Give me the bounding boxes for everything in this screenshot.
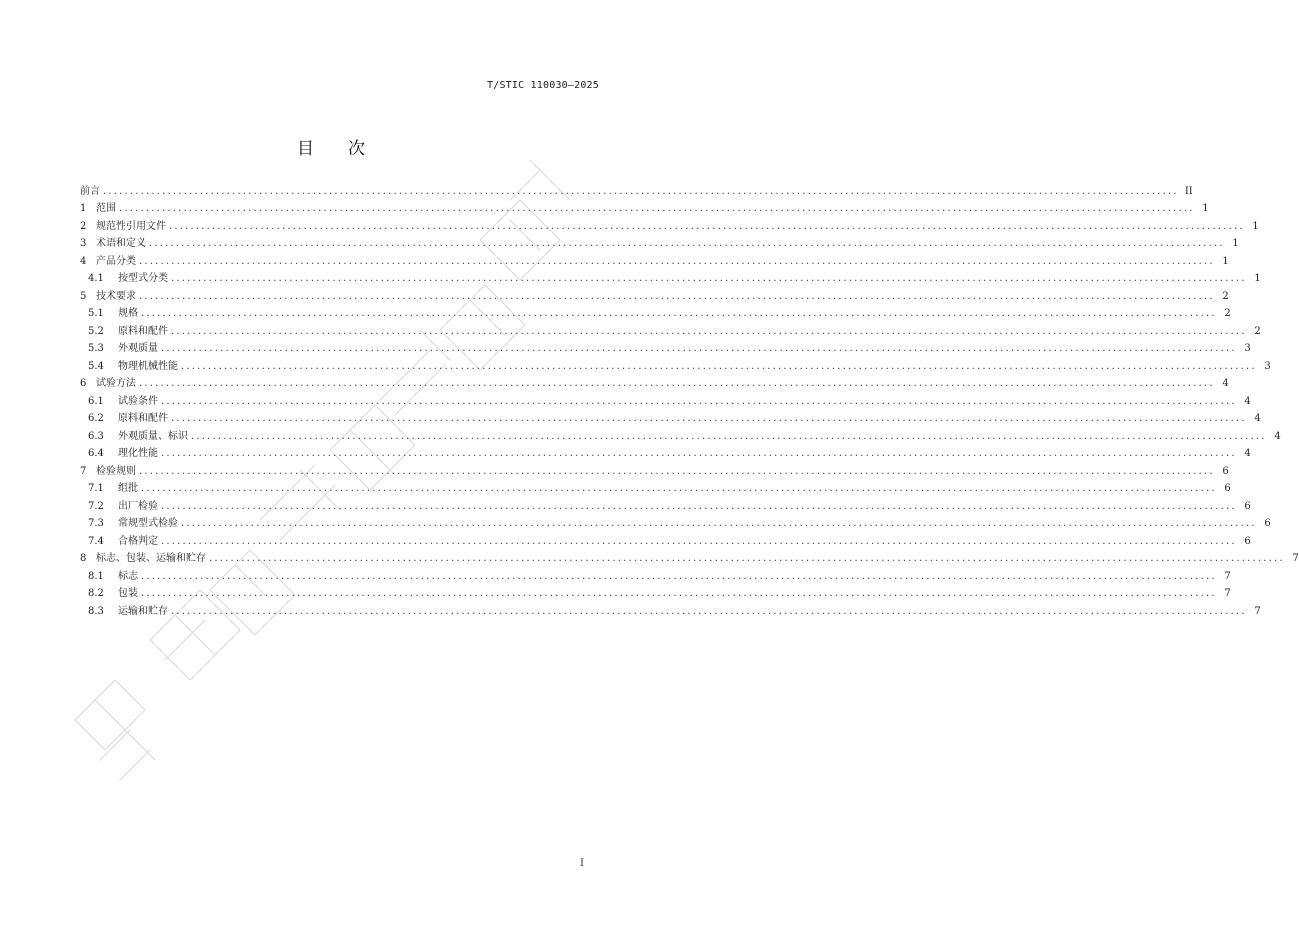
toc-entry-page: 1 — [1222, 255, 1229, 267]
toc-entry-number: 6.1 — [88, 395, 104, 407]
toc-leader-dots: ........................................................................................................................................................................................................ — [139, 465, 1215, 477]
toc-entry-label: 试验方法 — [96, 378, 136, 389]
toc-leader-dots: ........................................................................................................................................................................................................ — [103, 185, 1179, 197]
toc-entry[interactable] — [80, 268, 1261, 286]
toc-entry-label: 物理机械性能 — [118, 360, 178, 372]
toc-entry-label: 产品分类 — [96, 255, 136, 267]
toc-leader-dots: ........................................................................................................................................................................................................ — [119, 203, 1195, 214]
toc-entry-number: 6.4 — [88, 448, 104, 459]
toc-entry-label: 组批 — [118, 483, 138, 494]
toc-leader-dots: ........................................................................................................................................................................................................ — [181, 518, 1257, 529]
toc-entry-page: 7 — [1224, 570, 1231, 582]
toc-entry-number: 5.3 — [88, 343, 104, 354]
toc-entry-number: 1 — [80, 203, 87, 214]
toc-entry-page: 3 — [1264, 360, 1271, 372]
toc-leader-dots: ........................................................................................................................................................................................................ — [181, 360, 1257, 372]
toc-entry[interactable] — [80, 303, 1231, 321]
toc-entry-number: 8.2 — [88, 588, 104, 599]
toc-entry[interactable] — [80, 233, 1239, 251]
toc-entry-page: 7 — [1224, 588, 1231, 599]
toc-entry-page: 2 — [1224, 308, 1231, 319]
toc-entry-page: II — [1184, 185, 1193, 197]
toc-leader-dots: ........................................................................................................................................................................................................ — [141, 483, 1217, 494]
toc-entry-number: 6 — [80, 378, 87, 389]
toc-leader-dots: ........................................................................................................................................................................................................ — [161, 535, 1237, 547]
page-number: I — [580, 858, 584, 869]
toc-entry[interactable] — [80, 215, 1259, 233]
toc-entry-number: 7 — [80, 465, 87, 477]
toc-entry[interactable] — [80, 425, 1281, 443]
toc-entry-number: 3 — [80, 238, 87, 249]
toc-entry-label: 标志、包装、运输和贮存 — [96, 553, 206, 564]
toc-entry-page: 4 — [1222, 378, 1229, 389]
toc-leader-dots: ........................................................................................................................................................................................................ — [191, 430, 1267, 442]
toc-entry[interactable] — [80, 198, 1209, 216]
toc-entry-page: 7 — [1292, 553, 1299, 564]
toc-entry[interactable] — [80, 583, 1231, 601]
toc-entry-number: 5 — [80, 290, 87, 302]
toc-entry-page: 1 — [1232, 238, 1239, 249]
toc-entry-number: 6.2 — [88, 413, 104, 424]
toc-entry-page: 4 — [1274, 430, 1281, 442]
toc-entry-label: 规格 — [118, 308, 138, 319]
toc-leader-dots: ........................................................................................................................................................................................................ — [149, 238, 1225, 249]
toc-entry-page: 6 — [1222, 465, 1229, 477]
toc-leader-dots: ........................................................................................................................................................................................................ — [141, 588, 1217, 599]
toc-entry-label: 试验条件 — [118, 395, 158, 407]
toc-entry-page: 1 — [1202, 203, 1209, 214]
toc-entry-label: 检验规则 — [96, 465, 136, 477]
toc-entry-number: 7.3 — [88, 518, 104, 529]
toc-entry-page: 4 — [1244, 395, 1251, 407]
toc-leader-dots: ........................................................................................................................................................................................................ — [161, 500, 1237, 512]
toc-entry-page: 3 — [1244, 343, 1251, 354]
toc-leader-dots: ........................................................................................................................................................................................................ — [161, 343, 1237, 354]
toc-entry-number: 5.1 — [88, 308, 104, 319]
toc-entry-label: 外观质量 — [118, 343, 158, 354]
toc-leader-dots: ........................................................................................................................................................................................................ — [161, 448, 1237, 459]
toc-entry[interactable] — [80, 373, 1229, 391]
toc-leader-dots: ........................................................................................................................................................................................................ — [171, 273, 1247, 284]
toc-entry-page: 1 — [1254, 273, 1261, 284]
toc-entry-page: 2 — [1222, 290, 1229, 302]
toc-entry[interactable] — [80, 443, 1251, 461]
toc-entry-number: 4.1 — [88, 273, 104, 284]
toc-entry[interactable] — [80, 495, 1251, 513]
toc-entry-page: 6 — [1244, 500, 1251, 512]
toc-entry[interactable] — [80, 530, 1251, 548]
toc-entry-number: 7.1 — [88, 483, 104, 494]
toc-entry[interactable] — [80, 338, 1251, 356]
toc-entry[interactable] — [80, 600, 1261, 618]
toc-entry[interactable] — [80, 548, 1299, 566]
toc-leader-dots: ........................................................................................................................................................................................................ — [139, 290, 1215, 302]
toc-entry-number: 7.4 — [88, 535, 104, 547]
toc-entry-number: 5.4 — [88, 360, 104, 372]
toc-entry-label: 按型式分类 — [118, 273, 168, 284]
toc-entry-label: 规范性引用文件 — [96, 220, 166, 232]
toc-entry[interactable] — [80, 320, 1261, 338]
toc-leader-dots: ........................................................................................................................................................................................................ — [171, 413, 1247, 424]
toc-entry-number: 6.3 — [88, 430, 104, 442]
toc-entry-page: 2 — [1254, 325, 1261, 337]
toc-entry-number: 8.1 — [88, 570, 104, 582]
toc-entry[interactable] — [80, 355, 1271, 373]
toc-entry[interactable] — [80, 565, 1231, 583]
toc-entry-page: 6 — [1224, 483, 1231, 494]
toc-entry-page: 7 — [1254, 605, 1261, 617]
toc-entry-page: 1 — [1252, 220, 1259, 232]
toc-leader-dots: ........................................................................................................................................................................................................ — [139, 378, 1215, 389]
page-title: 目次 — [297, 139, 399, 159]
toc-entry-label: 标志 — [118, 570, 138, 582]
toc-entry-label: 技术要求 — [96, 290, 136, 302]
toc-entry-label: 出厂检验 — [118, 500, 158, 512]
toc-entry-number: 8 — [80, 553, 87, 564]
toc-entry-label: 原料和配件 — [118, 325, 168, 337]
toc-entry-label: 前言 — [80, 185, 100, 197]
toc-entry-number: 5.2 — [88, 325, 104, 337]
toc-entry[interactable] — [80, 513, 1271, 531]
toc-entry[interactable] — [80, 408, 1261, 426]
toc-entry-label: 原料和配件 — [118, 413, 168, 424]
standard-code: T/STIC 110030—2025 — [487, 80, 599, 91]
toc-leader-dots: ........................................................................................................................................................................................................ — [171, 605, 1247, 617]
toc-entry-label: 范围 — [96, 203, 116, 214]
toc-entry-label: 常规型式检验 — [118, 518, 178, 529]
toc-entry[interactable] — [80, 180, 1193, 198]
toc-leader-dots: ........................................................................................................................................................................................................ — [139, 255, 1215, 267]
toc-entry-page: 6 — [1244, 535, 1251, 547]
toc-entry-page: 6 — [1264, 518, 1271, 529]
toc-entry-label: 术语和定义 — [96, 238, 146, 249]
toc-entry-page: 4 — [1244, 448, 1251, 459]
toc-leader-dots: ........................................................................................................................................................................................................ — [209, 553, 1285, 564]
toc-entry-label: 包装 — [118, 588, 138, 599]
toc-leader-dots: ........................................................................................................................................................................................................ — [141, 308, 1217, 319]
table-of-contents — [80, 180, 1299, 618]
toc-entry[interactable] — [80, 460, 1229, 478]
toc-entry[interactable] — [80, 250, 1229, 268]
toc-entry-label: 合格判定 — [118, 535, 158, 547]
toc-entry-label: 外观质量、标识 — [118, 430, 188, 442]
toc-leader-dots: ........................................................................................................................................................................................................ — [161, 395, 1237, 407]
toc-entry-label: 运输和贮存 — [118, 605, 168, 617]
toc-entry-number: 4 — [80, 255, 87, 267]
toc-entry-number: 8.3 — [88, 605, 104, 617]
toc-entry-label: 理化性能 — [118, 448, 158, 459]
toc-entry-page: 4 — [1254, 413, 1261, 424]
toc-entry[interactable] — [80, 478, 1231, 496]
toc-leader-dots: ........................................................................................................................................................................................................ — [171, 325, 1247, 337]
toc-entry-number: 7.2 — [88, 500, 104, 512]
toc-entry-number: 2 — [80, 220, 87, 232]
toc-leader-dots: ........................................................................................................................................................................................................ — [141, 570, 1217, 582]
toc-entry[interactable] — [80, 285, 1229, 303]
toc-entry[interactable] — [80, 390, 1251, 408]
toc-leader-dots: ........................................................................................................................................................................................................ — [169, 220, 1245, 232]
